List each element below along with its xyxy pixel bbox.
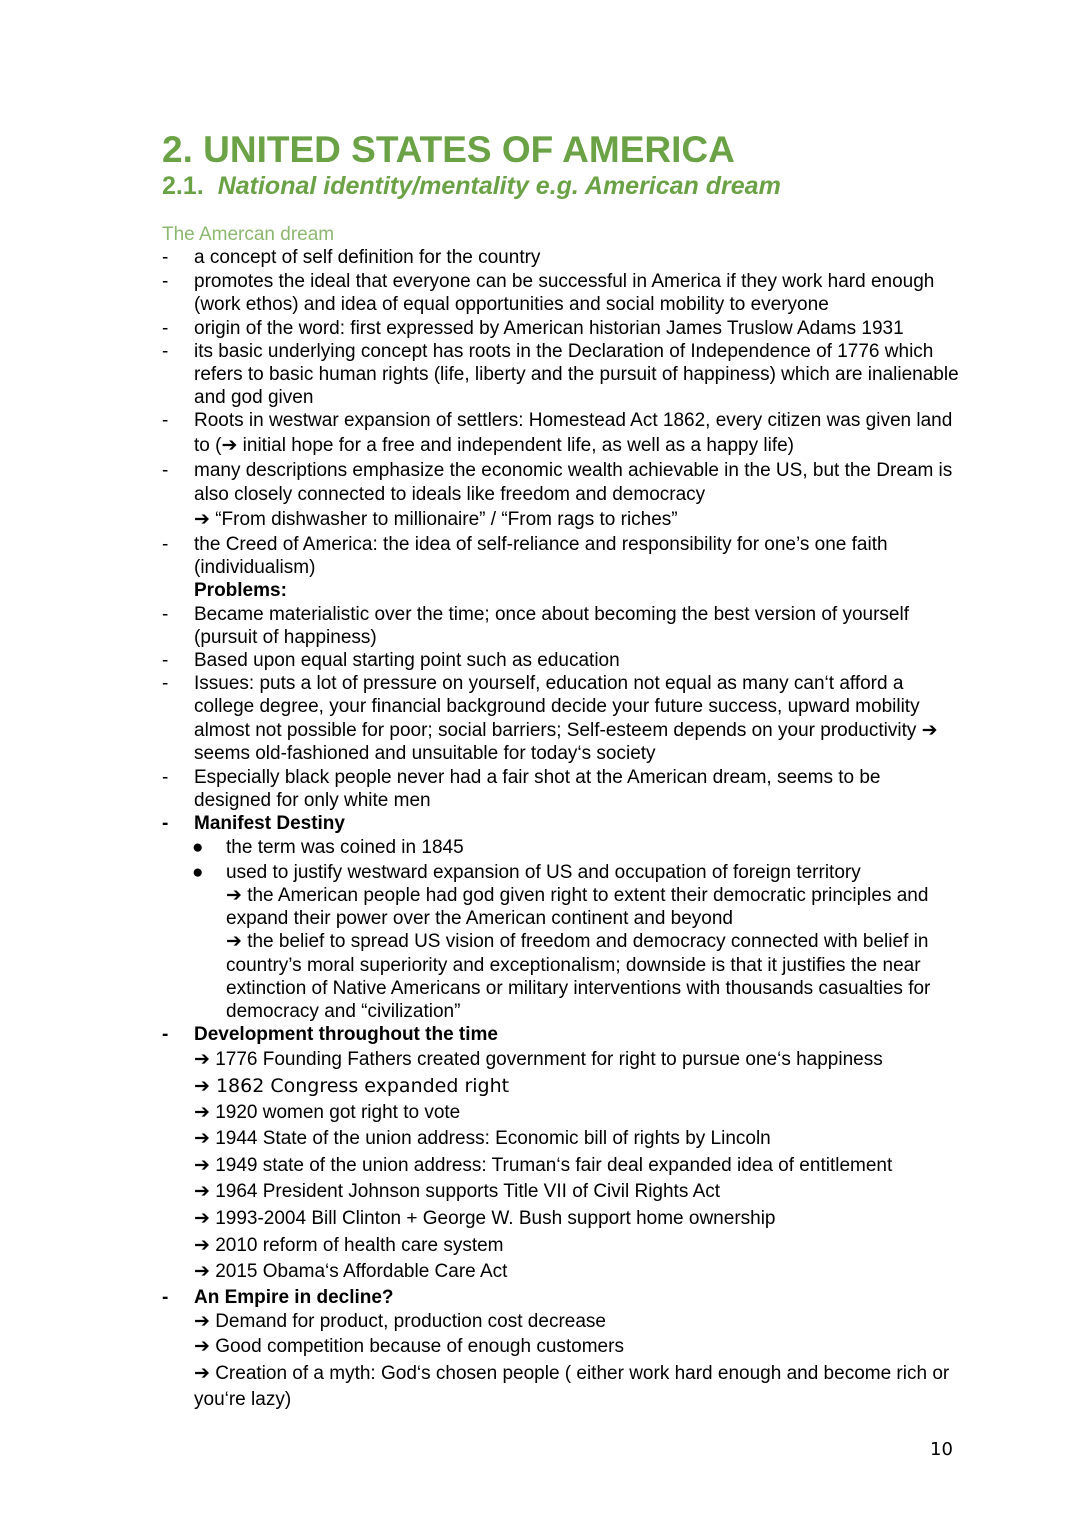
timeline-item: ➔ 2015 Obama‘s Affordable Care Act (194, 1261, 508, 1283)
manifest-arrow-2: ➔ the belief to spread US vision of freedom and democracy connected with belief in country’s moral superiority and exceptionalism; downside is that it justifies the near extinction of Native Americans or military interventions with thousands casualties for democracy and “civilization” (226, 931, 931, 1023)
timeline-item: ➔ 2010 reform of health care system (194, 1234, 504, 1256)
problem-item: - Issues: puts a lot of pressure on yourself, education not equal as many can‘t afford a college degree, your financial background decide your future success, upward mobility almost not possible for poor; social barriers; Self-esteem depends on your productivity ➔ seems old-fashioned and unsuitable for today‘s society (162, 673, 938, 764)
timeline-item: ➔ 1993-2004 Bill Clinton + George W. Bush support home ownership (194, 1208, 776, 1230)
page-number: 10 (930, 1439, 953, 1460)
bullet-dot-icon: ● (192, 861, 204, 883)
manifest-point: ● used to justify westward expansion of US and occupation of foreign territory (192, 861, 861, 883)
timeline-item: ➔ 1920 women got right to vote (194, 1101, 461, 1123)
timeline-item: ➔ 1776 Founding Fathers created government for right to pursue one‘s happiness (194, 1048, 883, 1070)
problem-item: - Especially black people never had a fair shot at the American dream, seems to be designed for only white men (162, 767, 881, 812)
list-item: - its basic underlying concept has roots in the Declaration of Independence of 1776 which refers to basic human rights (life, liberty and the pursuit of happiness) which are inalienable and god given (162, 340, 959, 409)
notes-body (162, 246, 962, 1413)
list-item: - many descriptions emphasize the economic wealth achievable in the US, but the Dream is also closely connected to ideals like freedom and democracy (162, 460, 953, 505)
timeline-item: ➔ 1862 Congress expanded right (194, 1075, 510, 1098)
dishwasher-line: ➔ “From dishwasher to millionaire” / “From rags to riches” (194, 508, 678, 530)
section-number: 2.1. (162, 172, 204, 200)
chapter-title: 2. UNITED STATES OF AMERICA (162, 129, 735, 170)
problem-item: - Became materialistic over the time; once about becoming the best version of yourself (pursuit of happiness) (162, 603, 909, 648)
section-title: National identity/mentality e.g. American dream (217, 172, 781, 200)
timeline-item: ➔ 1949 state of the union address: Truman‘s fair deal expanded idea of entitlement (194, 1154, 893, 1176)
section-heading (162, 170, 781, 202)
empire-item: ➔ Good competition because of enough customers (194, 1336, 624, 1358)
list-item: - the Creed of America: the idea of self-reliance and responsibility for one’s one faith (individualism) (162, 534, 888, 579)
problem-item: - Based upon equal starting point such as education (162, 650, 620, 672)
development-timeline (162, 1047, 962, 1286)
timeline-item: ➔ 1964 President Johnson supports Title VII of Civil Rights Act (194, 1181, 721, 1203)
empire-item: ➔ Demand for product, production cost decrease (194, 1311, 606, 1333)
american-dream-heading: The Amercan dream (162, 224, 335, 245)
list-item: - promotes the ideal that everyone can be successful in America if they work hard enough (work ethos) and idea of equal opportunities and social mobility to everyone (162, 271, 935, 316)
manifest-point: ● the term was coined in 1845 (192, 836, 464, 858)
list-item: - origin of the word: first expressed by American historian James Truslow Adams 1931 (162, 317, 904, 339)
development-label: - Development throughout the time (162, 1024, 498, 1046)
manifest-arrow-1: ➔ the American people had god given right to extent their democratic principles and expand their power over the American continent and beyond (226, 885, 929, 930)
empire-item: ➔ Creation of a myth: God‘s chosen people ( either work hard enough and become rich or you‘re lazy) (194, 1363, 950, 1411)
empire-label: - An Empire in decline? (162, 1286, 394, 1308)
bullet-dot-icon: ● (192, 836, 204, 858)
list-item: - Roots in westwar expansion of settlers: Homestead Act 1862, every citizen was given land to (➔ initial hope for a free and independent life, as well as a happy life) (162, 410, 953, 456)
timeline-item: ➔ 1944 State of the union address: Economic bill of rights by Lincoln (194, 1128, 771, 1150)
manifest-destiny-label: - Manifest Destiny (162, 813, 345, 835)
list-item: - a concept of self definition for the country (162, 247, 541, 268)
problems-label: Problems: (194, 580, 287, 602)
